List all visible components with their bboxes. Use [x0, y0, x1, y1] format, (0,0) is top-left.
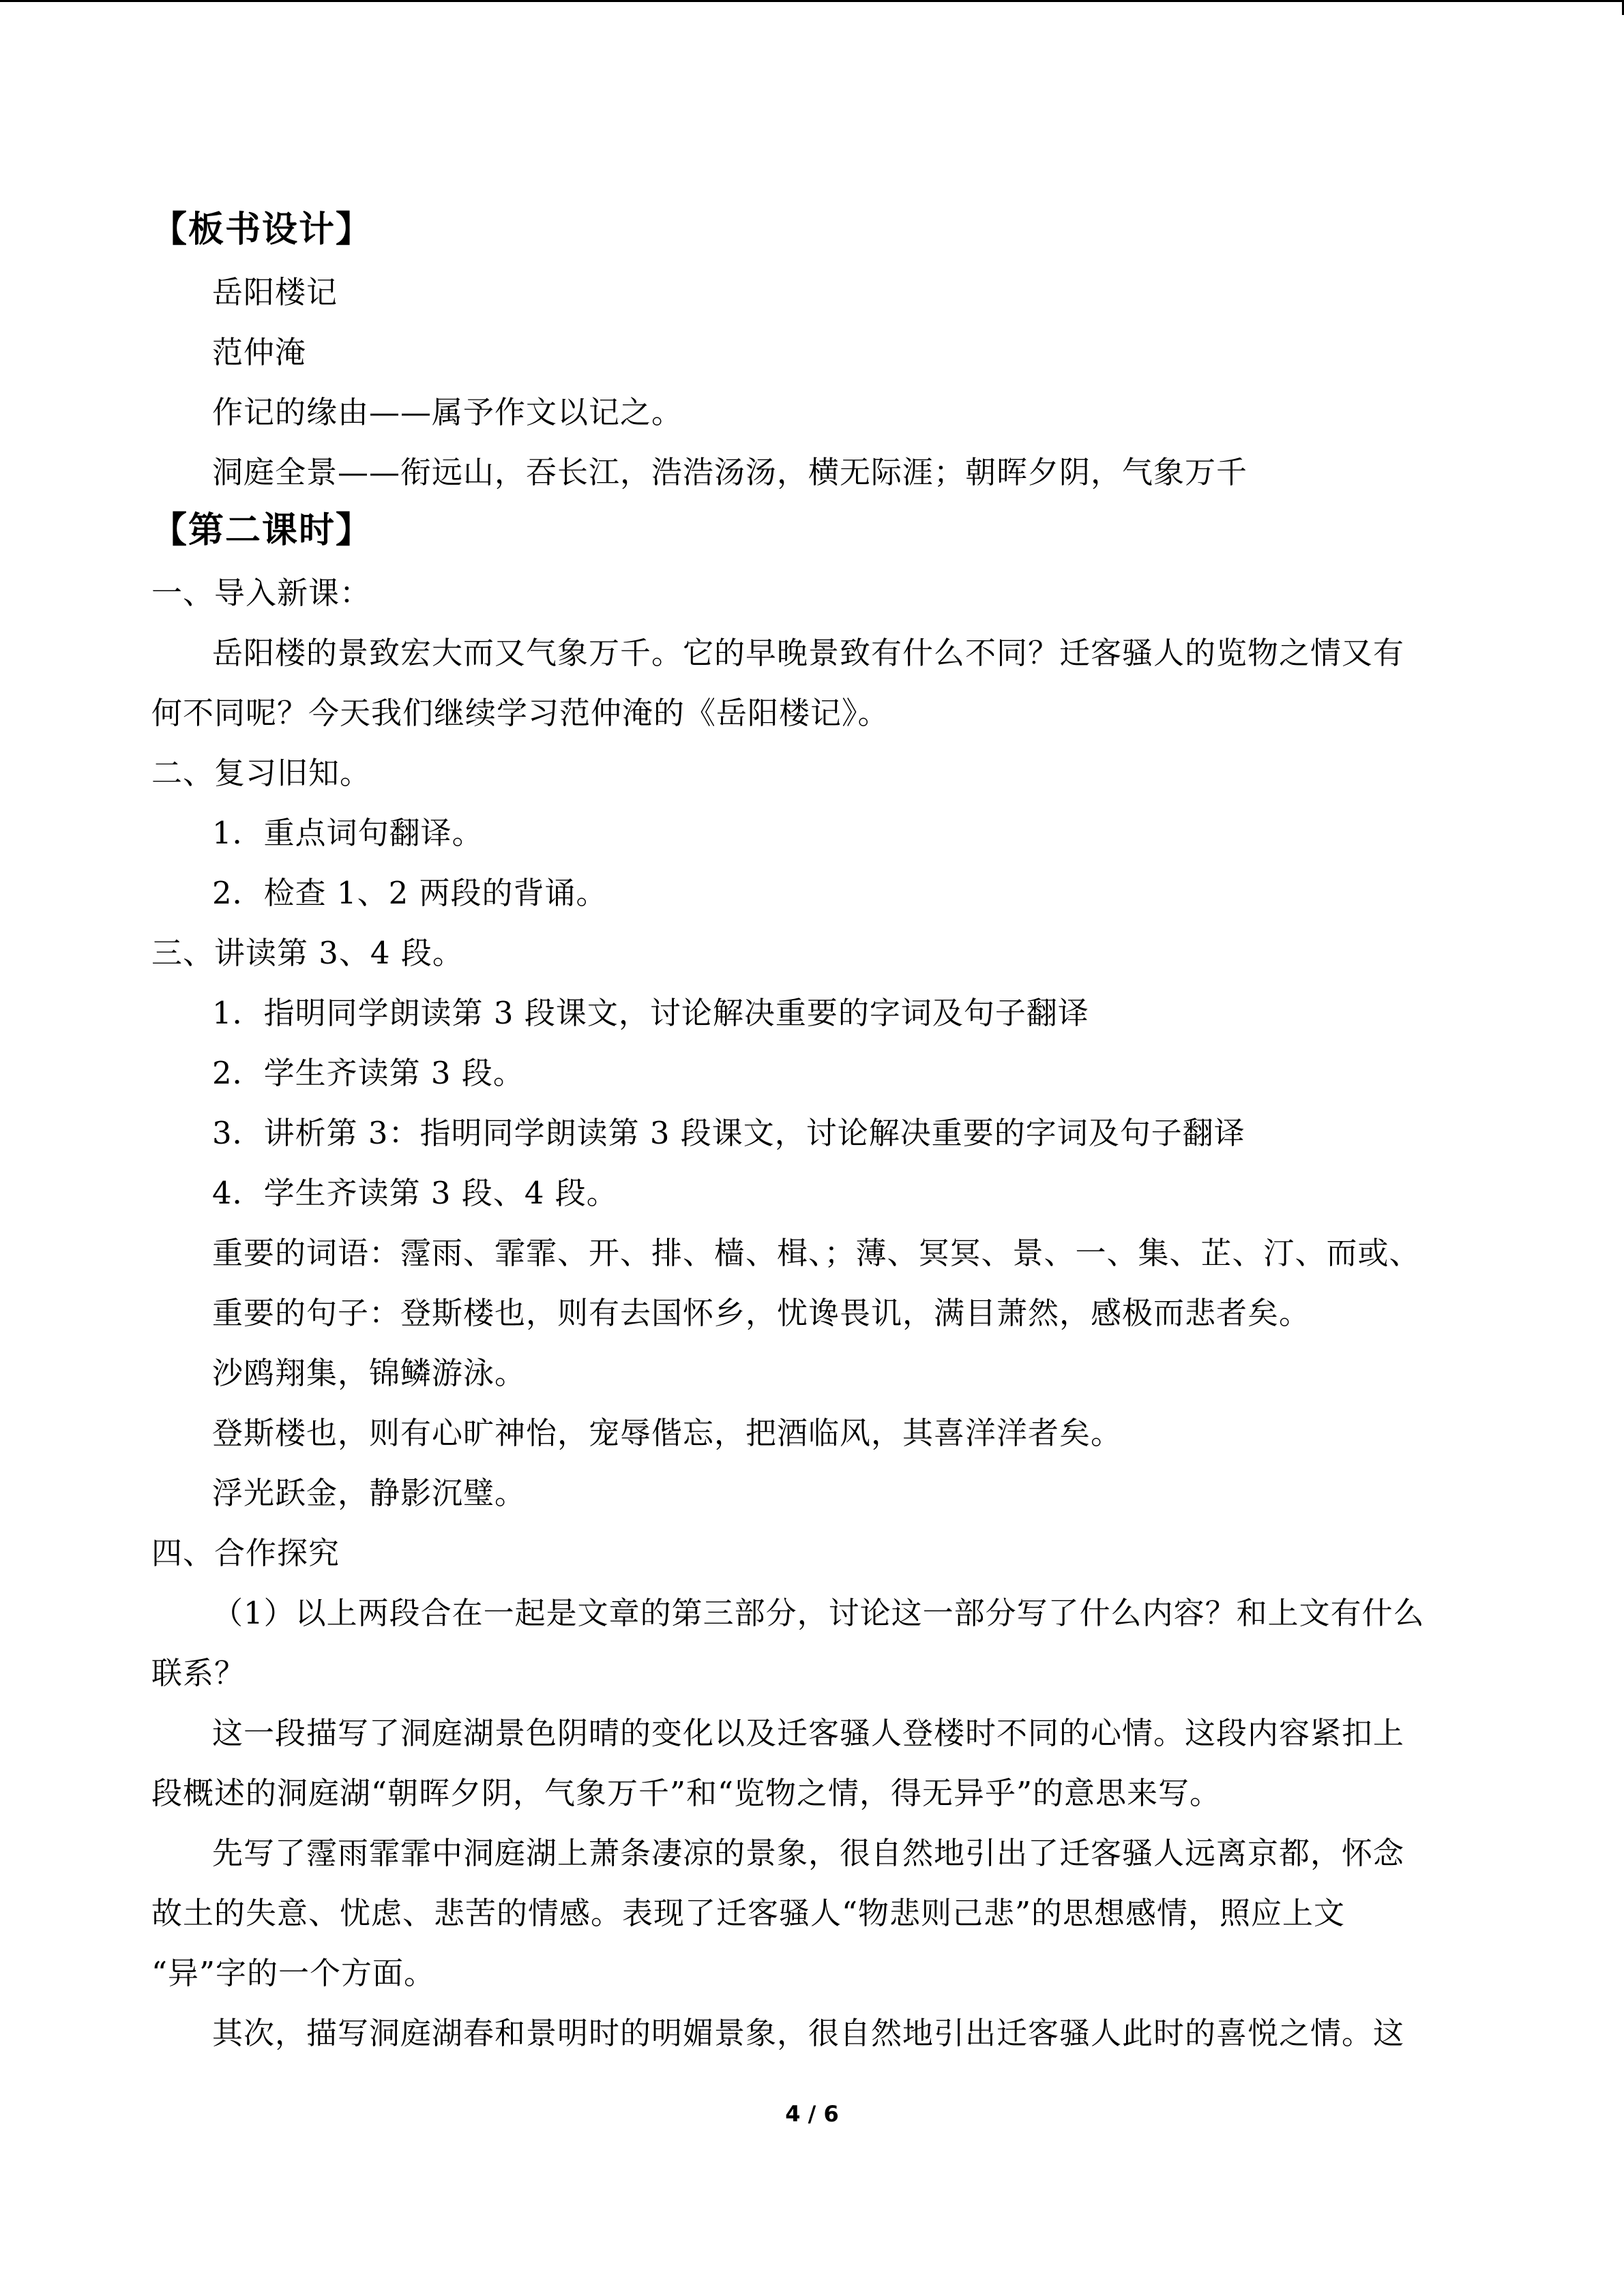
section-4-answer-1-line-1: 这一段描写了洞庭湖景色阴晴的变化以及迁客骚人登楼时不同的心情。这段内容紧扣上 — [212, 1715, 1405, 1751]
board-line-title: 岳阳楼记 — [212, 274, 338, 310]
board-line-panorama: 洞庭全景——衔远山，吞长江，浩浩汤汤，横无际涯；朝晖夕阴，气象万千 — [212, 454, 1248, 490]
section-3-title: 三、讲读第 3、4 段。 — [151, 935, 464, 971]
board-line-author: 范仲淹 — [212, 334, 307, 370]
section-4-answer-1-line-2: 段概述的洞庭湖“朝晖夕阴，气象万千”和“览物之情，得无异乎”的意思来写。 — [151, 1775, 1222, 1811]
section-3-item-4: 4．学生齐读第 3 段、4 段。 — [212, 1175, 618, 1211]
board-design-heading: 【板书设计】 — [151, 209, 373, 250]
section-4-question-line-2: 联系？ — [151, 1655, 246, 1691]
page-top-border — [0, 0, 1624, 2]
section-4-question-line-1: （1）以上两段合在一起是文章的第三部分，讨论这一部分写了什么内容？和上文有什么 — [212, 1595, 1425, 1631]
sentence-line-2: 登斯楼也，则有心旷神怡，宠辱偕忘，把酒临风，其喜洋洋者矣。 — [212, 1415, 1123, 1451]
sentence-line-1: 沙鸥翔集，锦鳞游泳。 — [212, 1355, 527, 1391]
section-4-answer-2-line-2: 故土的失意、忧虑、悲苦的情感。表现了迁客骚人“物悲则己悲”的思想感情，照应上文 — [151, 1895, 1346, 1931]
section-4-answer-3-line-1: 其次，描写洞庭湖春和景明时的明媚景象，很自然地引出迁客骚人此时的喜悦之情。这 — [212, 2015, 1405, 2051]
board-line-reason: 作记的缘由——属予作文以记之。 — [212, 394, 683, 430]
section-2-item-2: 2．检查 1、2 两段的背诵。 — [212, 875, 608, 911]
important-sentences: 重要的句子：登斯楼也，则有去国怀乡，忧谗畏讥，满目萧然，感极而悲者矣。 — [212, 1295, 1311, 1331]
section-1-title: 一、导入新课： — [151, 575, 372, 611]
section-4-answer-2-line-1: 先写了霪雨霏霏中洞庭湖上萧条凄凉的景象，很自然地引出了迁客骚人远离京都，怀念 — [212, 1835, 1405, 1871]
page-number: 4 / 6 — [785, 2101, 839, 2127]
second-lesson-heading: 【第二课时】 — [151, 509, 373, 551]
section-3-item-3: 3．讲析第 3：指明同学朗读第 3 段课文，讨论解决重要的字词及句子翻译 — [212, 1115, 1245, 1151]
section-2-item-1: 1．重点词句翻译。 — [212, 815, 484, 851]
section-4-answer-2-line-3: “异”字的一个方面。 — [151, 1955, 436, 1991]
section-4-title: 四、合作探究 — [151, 1535, 340, 1571]
sentence-line-3: 浮光跃金，静影沉璧。 — [212, 1475, 527, 1511]
section-2-title: 二、复习旧知。 — [151, 755, 372, 791]
important-words: 重要的词语：霪雨、霏霏、开、排、樯、楫、；薄、冥冥、景、一、集、芷、汀、而或、 — [212, 1235, 1421, 1271]
section-1-paragraph-line-1: 岳阳楼的景致宏大而又气象万千。它的早晚景致有什么不同？迁客骚人的览物之情又有 — [212, 635, 1405, 671]
section-3-item-2: 2．学生齐读第 3 段。 — [212, 1055, 525, 1091]
section-3-item-1: 1．指明同学朗读第 3 段课文，讨论解决重要的字词及句子翻译 — [212, 995, 1089, 1031]
section-1-paragraph-line-2: 何不同呢？今天我们继续学习范仲淹的《岳阳楼记》。 — [151, 695, 889, 731]
